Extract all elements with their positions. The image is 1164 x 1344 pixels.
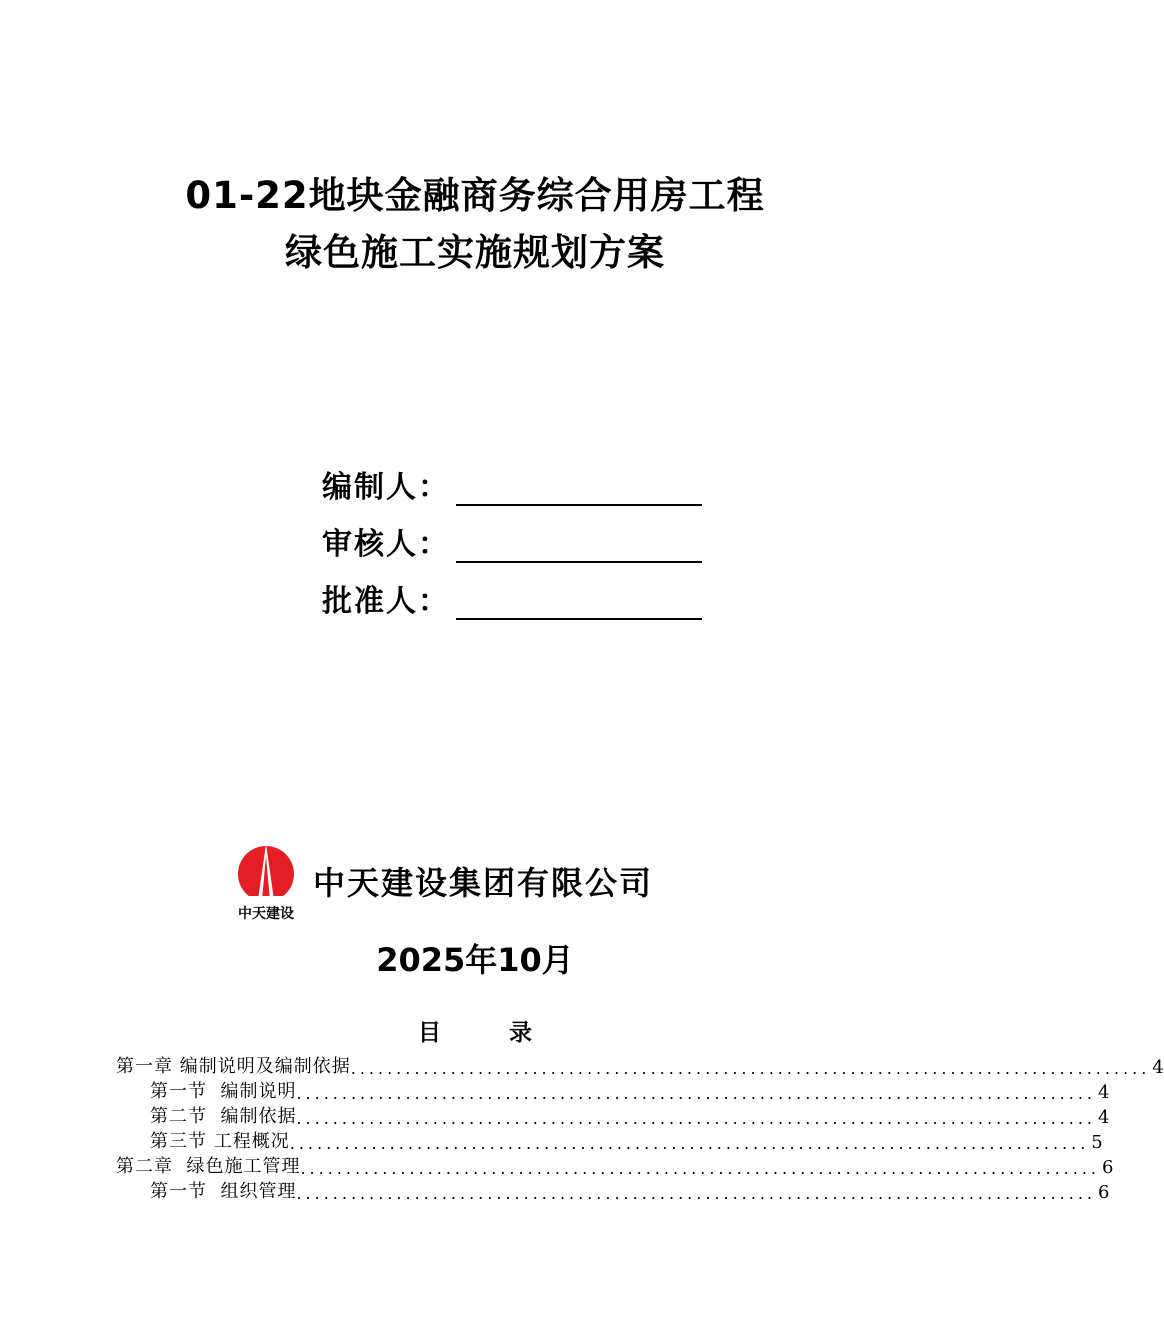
document-title-line1: 01-22地块金融商务综合用房工程 bbox=[185, 174, 765, 217]
toc-item-label: 第二章 绿色施工管理 bbox=[116, 1156, 301, 1177]
approver-signature-line bbox=[456, 582, 702, 620]
toc-dot-leader: ........................................................................................ bbox=[296, 1184, 1097, 1203]
toc-dot-leader: ........................................................................................ bbox=[289, 1134, 1090, 1153]
document-title-line2: 绿色施工实施规划方案 bbox=[285, 231, 665, 274]
signature-row-approver bbox=[322, 576, 702, 620]
company-logo-icon bbox=[230, 842, 302, 922]
signature-row-compiler bbox=[322, 462, 702, 506]
toc-page-number: 6 bbox=[1102, 1157, 1114, 1178]
toc-page-number: 4 bbox=[1098, 1082, 1110, 1103]
toc-page-number: 4 bbox=[1152, 1057, 1164, 1078]
toc-item[interactable] bbox=[150, 1179, 1110, 1203]
toc-page-number: 4 bbox=[1098, 1107, 1110, 1128]
toc-item-label: 第一节 组织管理 bbox=[150, 1181, 297, 1202]
toc-title: 目 录 bbox=[417, 1020, 562, 1046]
toc-item[interactable] bbox=[150, 1079, 1110, 1103]
toc-item[interactable] bbox=[116, 1054, 1164, 1078]
toc-item[interactable] bbox=[150, 1129, 1103, 1153]
toc-dot-leader: ........................................................................................ bbox=[350, 1059, 1151, 1078]
toc-page-number: 5 bbox=[1091, 1132, 1103, 1153]
logo-text: 中天建设 bbox=[238, 906, 294, 922]
toc-item-label: 第一章 编制说明及编制依据 bbox=[116, 1056, 351, 1077]
toc-item-label: 第二节 编制依据 bbox=[150, 1106, 297, 1127]
approver-label: 批准人： bbox=[322, 584, 450, 619]
toc-dot-leader: ........................................................................................ bbox=[300, 1159, 1101, 1178]
toc-item-label: 第一节 编制说明 bbox=[150, 1081, 297, 1102]
signature-row-reviewer bbox=[322, 519, 702, 563]
toc-page-number: 6 bbox=[1098, 1182, 1110, 1203]
reviewer-signature-line bbox=[456, 525, 702, 563]
company-name: 中天建设集团有限公司 bbox=[313, 864, 654, 902]
toc-dot-leader: ........................................................................................ bbox=[296, 1084, 1097, 1103]
compiler-label: 编制人： bbox=[322, 470, 450, 505]
toc-dot-leader: ........................................................................................ bbox=[296, 1109, 1097, 1128]
toc-item-label: 第三节 工程概况 bbox=[150, 1131, 290, 1152]
toc-item[interactable] bbox=[150, 1104, 1110, 1128]
toc-item[interactable] bbox=[116, 1154, 1114, 1178]
compiler-signature-line bbox=[456, 468, 702, 506]
reviewer-label: 审核人： bbox=[322, 527, 450, 562]
document-date: 2025年10月 bbox=[376, 941, 574, 979]
